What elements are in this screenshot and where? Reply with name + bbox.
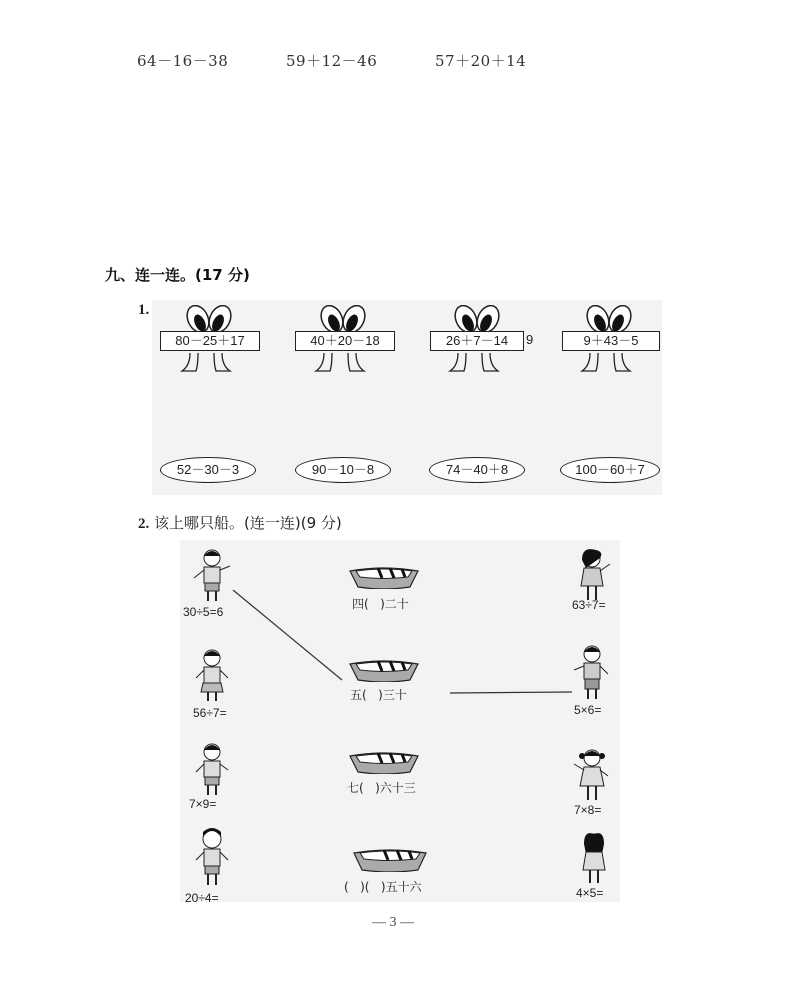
question-2-title: 该上哪只船。(连一连)(9 分) xyxy=(154,514,342,532)
child-icon xyxy=(192,828,232,888)
bunny-expression-2[interactable]: 40＋20－18 xyxy=(295,331,395,351)
section-title: 九、连一连。(17 分) xyxy=(105,266,250,284)
left-kid-equation-4: 20÷4= xyxy=(185,891,219,905)
boat-figure xyxy=(348,748,420,774)
kid-figure xyxy=(192,742,232,798)
boat-icon xyxy=(348,748,420,774)
connection-line-2 xyxy=(450,692,572,693)
boat-figure xyxy=(348,656,420,682)
kid-figure xyxy=(576,832,612,886)
answer-ellipse-2[interactable]: 90－10－8 xyxy=(295,457,391,483)
answer-ellipse-4[interactable]: 100－60＋7 xyxy=(560,457,660,483)
left-kid-equation-2: 56÷7= xyxy=(193,706,227,720)
left-kid-equation-1: 30÷5=6 xyxy=(183,605,224,619)
kid-figure xyxy=(572,644,612,702)
child-icon xyxy=(192,548,232,604)
right-kid-equation-2: 5×6= xyxy=(574,703,602,717)
right-kid-equation-1: 63÷7= xyxy=(572,598,606,612)
boat-label-3[interactable]: 七( )六十三 xyxy=(347,781,416,795)
boat-figure xyxy=(352,845,428,872)
boat-icon xyxy=(352,845,428,872)
top-expression-3: 57＋20＋14 xyxy=(435,52,527,70)
top-expression-2: 59＋12－46 xyxy=(286,52,378,70)
kid-figure xyxy=(572,548,612,604)
bunny-expression-1[interactable]: 80－25＋17 xyxy=(160,331,260,351)
kid-figure xyxy=(192,548,232,604)
answer-ellipse-1[interactable]: 52－30－3 xyxy=(160,457,256,483)
kid-figure xyxy=(572,748,612,804)
child-icon xyxy=(192,648,232,704)
bunny-expression-4[interactable]: 9＋43－5 xyxy=(562,331,660,351)
right-kid-equation-4: 4×5= xyxy=(576,886,604,900)
kid-figure xyxy=(192,828,232,888)
child-icon xyxy=(576,832,612,886)
boat-label-2[interactable]: 五( )三十 xyxy=(350,688,407,702)
boat-figure xyxy=(348,563,420,589)
bunny-expression-3[interactable]: 26＋7－14 xyxy=(430,331,524,351)
question-1-number: 1. xyxy=(138,302,150,318)
top-expression-1: 64－16－38 xyxy=(137,52,229,70)
child-icon xyxy=(572,548,612,604)
boat-icon xyxy=(348,563,420,589)
right-kid-equation-3: 7×8= xyxy=(574,803,602,817)
child-icon xyxy=(572,748,612,804)
connection-line-1 xyxy=(233,590,342,680)
boat-icon xyxy=(348,656,420,682)
kid-figure xyxy=(192,648,232,704)
stray-mark: 9 xyxy=(526,332,534,347)
boat-label-1[interactable]: 四( )二十 xyxy=(352,597,409,611)
question-2-number: 2. xyxy=(138,516,150,532)
child-icon xyxy=(572,644,612,702)
page-number: — 3 — xyxy=(372,915,414,930)
answer-ellipse-3[interactable]: 74－40＋8 xyxy=(429,457,525,483)
boat-label-4[interactable]: ( )( )五十六 xyxy=(344,880,422,894)
child-icon xyxy=(192,742,232,798)
left-kid-equation-3: 7×9= xyxy=(189,797,217,811)
